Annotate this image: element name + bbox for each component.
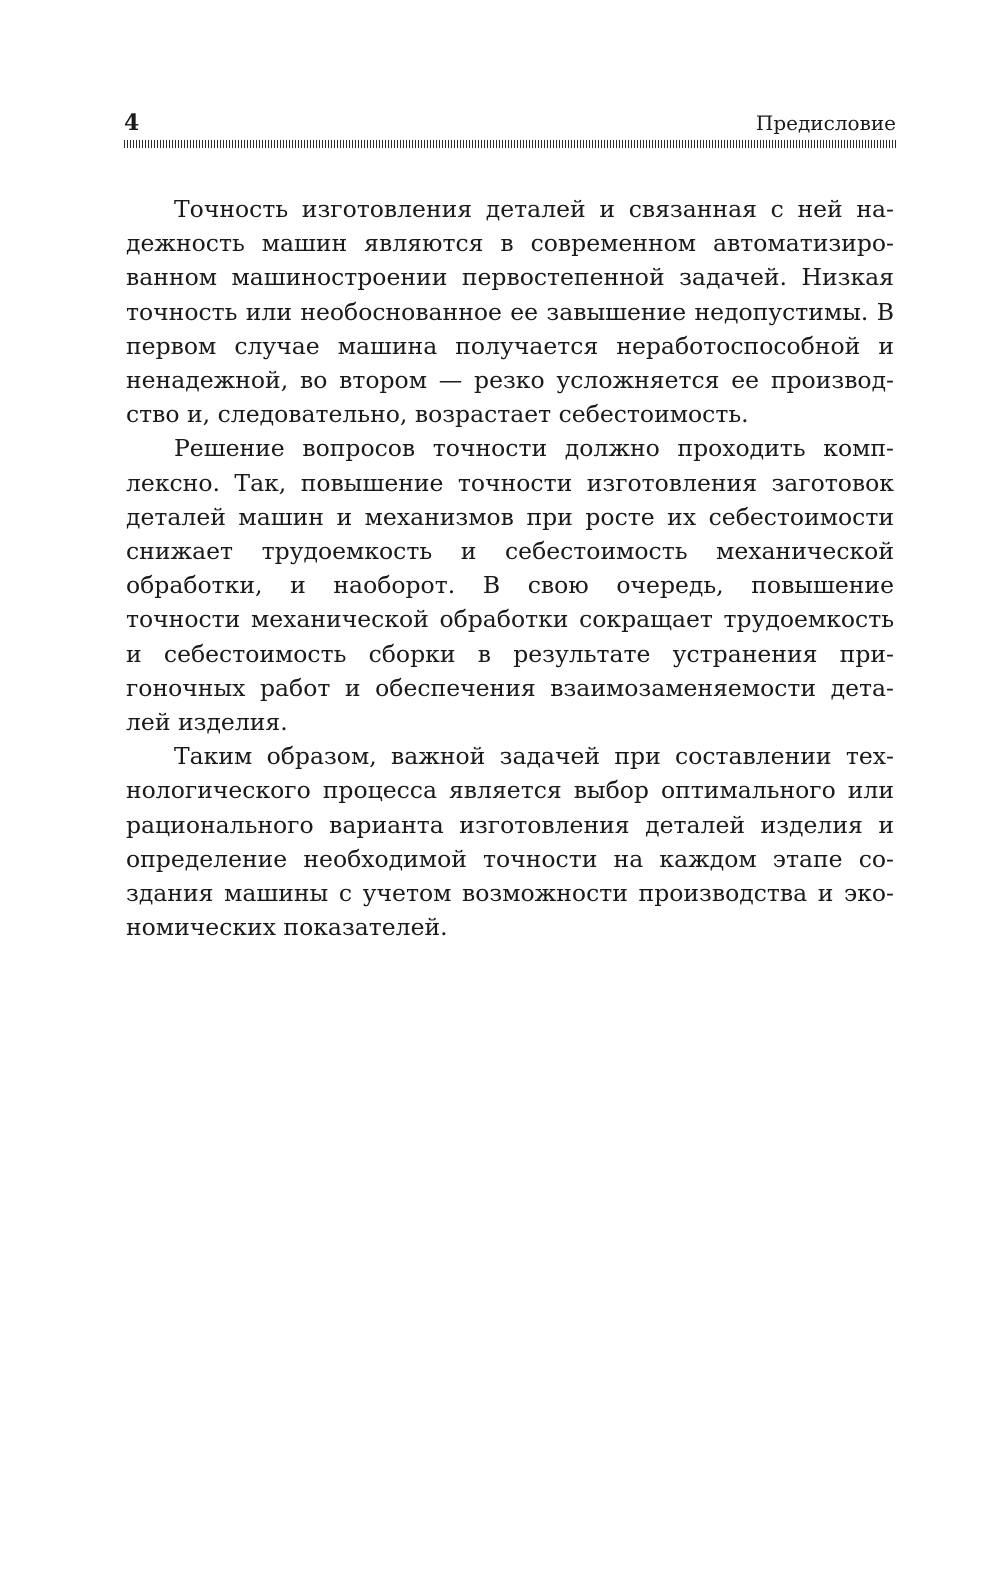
page-number: 4	[124, 110, 140, 136]
page-header	[124, 108, 896, 138]
running-title: Предисловие	[755, 111, 896, 135]
body-text	[126, 192, 894, 944]
paragraph-2: Решение вопросов точности должно проходить комплексно. Так, повышение точности изготовления заготовок деталей машин и механизмов при росте их себестоимости снижает трудоемкость и себестоимость механической обработки, и наоборот. В свою очередь, повышение точности механической обработки сокращает трудоемкость и себестоимость сборки в результате устранения пригоночных работ и обеспечения взаимозаменяемости деталей изделия.	[126, 434, 894, 737]
header-rule	[124, 140, 896, 148]
paragraph-3: Таким образом, важной задачей при составлении технологического процесса является выбор оптимального или рационального варианта изготовления деталей изделия и определение необходимой точности на каждом этапе создания машины с учетом возможности производства и экономических показателей.	[126, 742, 894, 942]
paragraph-1: Точность изготовления деталей и связанная с ней надежность машин являются в современном автоматизированном машиностроении первостепенной задачей. Низкая точность или необоснованное ее завышение недопустимы. В первом случае машина получается неработоспособной и ненадежной, во втором — резко усложняется ее производство и, следовательно, возрастает себестоимость.	[126, 195, 894, 429]
